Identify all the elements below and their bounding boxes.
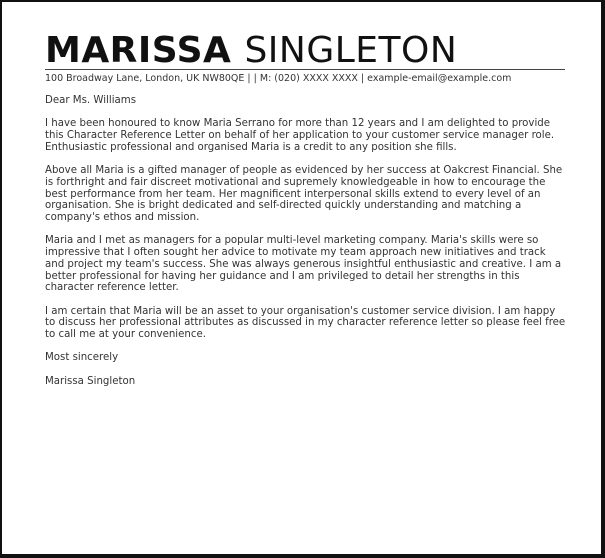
header-divider [45,69,565,70]
paragraph-conclusion: I am certain that Maria will be an asset to your organisation's customer service division. I am happy to discuss her professional attributes as discussed in my character reference letter so please feel free to call me at your convenience. [45,305,566,340]
sender-last-name: SINGLETON [244,30,458,71]
paragraph-intro: I have been honoured to know Maria Serrano for more than 12 years and I am delighted to provide this Character Reference Letter on behalf of her application to your customer service manager role. Enthusiastic professional and organised Maria is a credit to any position she fills. [45,118,555,153]
paragraph-skills: Above all Maria is a gifted manager of people as evidenced by her success at Oakcrest Financial. She is forthright and fair discreet motivational and supremely knowledgeable in how to encourage the best performance from her team. Her magnificent interpersonal skills extend to every level of an organisation. She is bright dedicated and self-directed quickly understanding and matching a company's ethos and mission. [45,165,563,223]
paragraph-experience: Maria and I met as managers for a popular multi-level marketing company. Maria's skills were so impressive that I often sought her advice to motivate my team approach new initiatives and track and project my team's success. She was always generous insightful enthusiastic and creative. I am a better professional for having her guidance and I am privileged to detail her strengths in this character reference letter. [45,235,562,294]
sender-name-heading [45,29,457,73]
letter-body [45,95,567,399]
sender-first-name: MARISSA [45,30,232,71]
signature-name: Marissa Singleton [45,375,136,387]
closing: Most sincerely [45,352,119,364]
salutation: Dear Ms. Williams [45,95,137,106]
contact-line: 100 Broadway Lane, London, UK NW80QE | | M: (020) XXXX XXXX | example-email@example.com [45,73,512,84]
